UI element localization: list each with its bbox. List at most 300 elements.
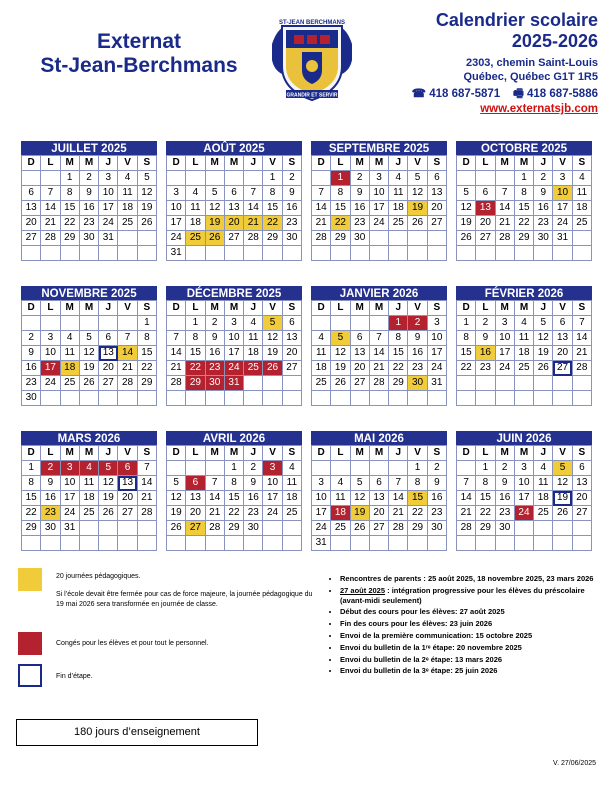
calendar-day: 21 [137, 491, 156, 506]
calendar-empty-cell [476, 376, 495, 391]
calendar-day: 9 [22, 346, 41, 361]
calendar-day: 12 [457, 201, 476, 216]
calendar-day: 27 [572, 506, 591, 521]
calendar-day: 10 [553, 186, 572, 201]
calendar-empty-cell [282, 521, 301, 536]
calendar-day: 1 [408, 461, 427, 476]
calendar-day: 6 [553, 316, 572, 331]
calendar-day: 28 [495, 231, 514, 246]
weekday-label: D [22, 301, 41, 316]
calendar-day: 20 [350, 361, 369, 376]
weekday-label: S [427, 446, 446, 461]
calendar-empty-cell [534, 391, 553, 406]
weekday-label: M [350, 301, 369, 316]
calendar-empty-cell [137, 521, 156, 536]
calendar-day: 27 [369, 521, 388, 536]
fax-number: 418 687-5886 [527, 88, 598, 100]
calendar-day: 22 [476, 506, 495, 521]
calendar-empty-cell [205, 536, 224, 551]
calendar-day: 8 [514, 186, 533, 201]
calendar-empty-cell [427, 536, 446, 551]
weekday-label: J [244, 156, 263, 171]
legend-swatch-fin-etape [18, 664, 42, 687]
calendar-day: 5 [331, 331, 350, 346]
calendar-day: 9 [350, 186, 369, 201]
calendar-day: 26 [534, 361, 553, 376]
calendar-day: 19 [331, 361, 350, 376]
month-title: JUILLET 2025 [21, 141, 157, 155]
calendar-day: 10 [312, 491, 331, 506]
weekday-label: S [137, 156, 156, 171]
note-item: • Envoi du bulletin de la 3ᵉ étape: 25 juin 2026 [340, 666, 610, 676]
calendar-empty-cell [282, 391, 301, 406]
calendar-day: 18 [118, 201, 137, 216]
calendar-day: 24 [553, 216, 572, 231]
calendar-day: 29 [137, 376, 156, 391]
calendar-day: 11 [534, 476, 553, 491]
calendar-empty-cell [457, 246, 476, 261]
calendar-empty-cell [186, 246, 205, 261]
school-name-line2: St-Jean-Berchmans [40, 54, 238, 77]
calendar-day: 30 [534, 231, 553, 246]
calendar-day: 8 [22, 476, 41, 491]
calendar-day: 25 [79, 506, 98, 521]
weekday-label: V [408, 301, 427, 316]
calendar-day: 10 [41, 346, 60, 361]
calendar-day: 25 [312, 376, 331, 391]
calendar-empty-cell [312, 316, 331, 331]
calendar-empty-cell [167, 171, 186, 186]
weekday-label: L [476, 156, 495, 171]
calendar-empty-cell [79, 391, 98, 406]
teaching-days-box: 180 jours d’enseignement [16, 719, 258, 746]
calendar-day: 11 [282, 476, 301, 491]
calendar-day: 10 [369, 186, 388, 201]
weekday-label: M [224, 301, 243, 316]
calendar-day: 29 [389, 376, 408, 391]
weekday-label: M [224, 156, 243, 171]
weekday-label: J [244, 446, 263, 461]
weekday-label: V [118, 156, 137, 171]
calendar-day: 22 [514, 216, 533, 231]
calendar-day: 10 [60, 476, 79, 491]
calendar-day: 19 [99, 491, 118, 506]
month-title: NOVEMBRE 2025 [21, 286, 157, 300]
weekday-label: S [137, 301, 156, 316]
calendar-day: 30 [350, 231, 369, 246]
calendar-day: 22 [331, 216, 350, 231]
calendar-empty-cell [263, 246, 282, 261]
calendar-day: 2 [244, 461, 263, 476]
calendar-day: 14 [457, 491, 476, 506]
calendar-day: 16 [41, 491, 60, 506]
calendar-day: 24 [369, 216, 388, 231]
calendar-day: 24 [263, 506, 282, 521]
calendar-day: 9 [244, 476, 263, 491]
calendar-title-line2: 2025-2026 [511, 31, 598, 51]
month-calendar [456, 286, 592, 406]
weekday-label: M [79, 446, 98, 461]
calendar-empty-cell [99, 521, 118, 536]
calendar-empty-cell [41, 536, 60, 551]
calendar-day: 20 [553, 346, 572, 361]
calendar-day: 21 [495, 216, 514, 231]
calendar-day: 19 [553, 491, 572, 506]
calendar-day: 26 [137, 216, 156, 231]
calendar-day: 29 [476, 521, 495, 536]
calendar-empty-cell [137, 246, 156, 261]
calendar-day: 5 [457, 186, 476, 201]
calendar-day: 1 [22, 461, 41, 476]
month-calendar [311, 286, 447, 406]
calendar-day: 28 [118, 376, 137, 391]
calendar-day: 18 [244, 346, 263, 361]
calendar-day: 6 [99, 331, 118, 346]
calendar-day: 5 [79, 331, 98, 346]
calendar-empty-cell [263, 536, 282, 551]
calendar-empty-cell [244, 376, 263, 391]
calendar-day: 30 [408, 376, 427, 391]
month-calendar [21, 286, 157, 406]
calendar-day: 29 [408, 521, 427, 536]
calendar-day: 17 [167, 216, 186, 231]
calendar-day: 28 [389, 521, 408, 536]
calendar-day: 3 [495, 316, 514, 331]
calendar-day: 30 [244, 521, 263, 536]
calendar-day: 19 [167, 506, 186, 521]
weekday-label: M [350, 446, 369, 461]
weekday-label: S [137, 446, 156, 461]
legend-pedagogique-text: 20 journées pédagogiques. [56, 573, 141, 580]
calendar-empty-cell [495, 171, 514, 186]
calendar-empty-cell [60, 536, 79, 551]
month-calendar [166, 141, 302, 261]
version-label: V. 27/06/2025 [553, 760, 596, 767]
calendar-day: 24 [495, 361, 514, 376]
calendar-empty-cell [244, 171, 263, 186]
website-link[interactable]: www.externatsjb.com [480, 103, 598, 115]
calendar-day: 28 [167, 376, 186, 391]
weekday-label: J [534, 301, 553, 316]
calendar-empty-cell [244, 246, 263, 261]
weekday-label: J [389, 446, 408, 461]
calendar-day: 1 [331, 171, 350, 186]
calendar-empty-cell [514, 376, 533, 391]
calendar-day: 13 [99, 346, 118, 361]
calendar-day: 20 [99, 361, 118, 376]
weekday-label: M [60, 446, 79, 461]
calendar-day: 5 [99, 461, 118, 476]
weekday-label: V [553, 156, 572, 171]
calendar-day: 16 [282, 201, 301, 216]
note-item: • Fin des cours pour les élèves: 23 juin 2026 [340, 619, 610, 629]
calendar-day: 2 [408, 316, 427, 331]
calendar-empty-cell [389, 536, 408, 551]
calendar-day: 3 [553, 171, 572, 186]
calendar-day: 30 [282, 231, 301, 246]
calendar-empty-cell [495, 391, 514, 406]
calendar-day: 16 [22, 361, 41, 376]
weekday-label: D [457, 156, 476, 171]
calendar-day: 8 [224, 476, 243, 491]
calendar-day: 14 [41, 201, 60, 216]
calendar-day: 18 [79, 491, 98, 506]
legend-swatch-conge [18, 632, 42, 655]
calendar-day: 10 [224, 331, 243, 346]
calendar-empty-cell [312, 461, 331, 476]
calendar-day: 2 [495, 461, 514, 476]
calendar-empty-cell [495, 246, 514, 261]
calendar-day: 19 [205, 216, 224, 231]
calendar-day: 4 [282, 461, 301, 476]
calendar-day: 12 [408, 186, 427, 201]
calendar-day: 12 [263, 331, 282, 346]
calendar-empty-cell [534, 521, 553, 536]
calendar-empty-cell [224, 536, 243, 551]
calendar-day: 26 [350, 521, 369, 536]
calendar-day: 7 [137, 461, 156, 476]
calendar-empty-cell [350, 536, 369, 551]
weekday-label: L [41, 156, 60, 171]
calendar-day: 3 [514, 461, 533, 476]
calendar-day: 3 [60, 461, 79, 476]
calendar-day: 20 [118, 491, 137, 506]
calendar-day: 27 [553, 361, 572, 376]
weekday-label: M [369, 446, 388, 461]
calendar-day: 11 [118, 186, 137, 201]
weekday-label: L [186, 156, 205, 171]
calendar-empty-cell [186, 461, 205, 476]
calendar-day: 23 [350, 216, 369, 231]
calendar-day: 18 [312, 361, 331, 376]
calendar-day: 15 [186, 346, 205, 361]
calendar-empty-cell [41, 246, 60, 261]
calendar-day: 4 [118, 171, 137, 186]
calendar-empty-cell [118, 246, 137, 261]
weekday-label: M [224, 446, 243, 461]
calendar-empty-cell [137, 391, 156, 406]
calendar-day: 12 [167, 491, 186, 506]
calendar-day: 18 [534, 491, 553, 506]
calendar-empty-cell [137, 231, 156, 246]
calendar-day: 6 [282, 316, 301, 331]
calendar-empty-cell [457, 536, 476, 551]
weekday-label: M [60, 301, 79, 316]
calendar-day: 16 [427, 491, 446, 506]
note-item: • Envoi du bulletin de la 1ʳᵉ étape: 20 novembre 2025 [340, 643, 610, 653]
month-calendar [21, 431, 157, 551]
calendar-day: 13 [350, 346, 369, 361]
calendar-day: 30 [495, 521, 514, 536]
calendar-empty-cell [205, 461, 224, 476]
weekday-label: L [41, 446, 60, 461]
calendar-day: 16 [408, 346, 427, 361]
calendar-day: 21 [41, 216, 60, 231]
note-item: • Début des cours pour les élèves: 27 août 2025 [340, 607, 610, 617]
calendar-empty-cell [331, 246, 350, 261]
calendar-day: 17 [41, 361, 60, 376]
weekday-label: V [408, 446, 427, 461]
calendar-day: 14 [118, 346, 137, 361]
calendar-day: 13 [369, 491, 388, 506]
calendar-day: 25 [186, 231, 205, 246]
calendar-day: 11 [331, 491, 350, 506]
calendar-empty-cell [22, 171, 41, 186]
month-title: OCTOBRE 2025 [456, 141, 592, 155]
calendar-empty-cell [312, 391, 331, 406]
calendar-day: 6 [224, 186, 243, 201]
calendar-empty-cell [553, 536, 572, 551]
calendar-empty-cell [457, 391, 476, 406]
calendar-day: 10 [495, 331, 514, 346]
calendar-empty-cell [22, 316, 41, 331]
calendar-day: 25 [282, 506, 301, 521]
calendar-day: 16 [79, 201, 98, 216]
calendar-day: 20 [224, 216, 243, 231]
calendar-day: 23 [22, 376, 41, 391]
weekday-label: S [282, 301, 301, 316]
calendar-day: 13 [118, 476, 137, 491]
calendar-day: 10 [263, 476, 282, 491]
calendar-empty-cell [553, 246, 572, 261]
calendar-day: 15 [137, 346, 156, 361]
calendar-day: 7 [41, 186, 60, 201]
calendar-day: 16 [244, 491, 263, 506]
weekday-label: J [99, 446, 118, 461]
calendar-day: 9 [534, 186, 553, 201]
weekday-label: D [457, 446, 476, 461]
weekday-label: S [427, 156, 446, 171]
calendar-day: 12 [79, 346, 98, 361]
calendar-empty-cell [79, 536, 98, 551]
month-title: DÉCEMBRE 2025 [166, 286, 302, 300]
calendar-day: 31 [99, 231, 118, 246]
weekday-label: D [167, 301, 186, 316]
calendar-day: 9 [205, 331, 224, 346]
calendar-day: 11 [312, 346, 331, 361]
calendar-day: 7 [118, 331, 137, 346]
calendar-day: 26 [99, 506, 118, 521]
calendar-empty-cell [99, 536, 118, 551]
calendar-empty-cell [118, 316, 137, 331]
weekday-label: J [534, 446, 553, 461]
calendar-day: 5 [167, 476, 186, 491]
calendar-empty-cell [389, 246, 408, 261]
weekday-label: S [572, 446, 591, 461]
calendar-day: 31 [224, 376, 243, 391]
note-text: : intégration progressive pour les élèves du préscolaire (avant-midi seulement) [340, 585, 585, 605]
calendar-day: 23 [41, 506, 60, 521]
calendar-day: 4 [534, 461, 553, 476]
calendar-day: 29 [514, 231, 533, 246]
calendar-day: 26 [263, 361, 282, 376]
calendar-empty-cell [331, 536, 350, 551]
calendar-day: 4 [244, 316, 263, 331]
weekday-label: M [514, 156, 533, 171]
month-calendar [166, 286, 302, 406]
calendar-day: 24 [41, 376, 60, 391]
calendar-empty-cell [167, 391, 186, 406]
calendar-empty-cell [22, 536, 41, 551]
calendar-empty-cell [167, 461, 186, 476]
note-item [340, 586, 610, 606]
calendar-day: 8 [408, 476, 427, 491]
phone-number: 418 687-5871 [429, 88, 501, 100]
calendar-day: 21 [118, 361, 137, 376]
calendar-day: 10 [167, 201, 186, 216]
weekday-label: L [331, 301, 350, 316]
calendar-day: 4 [572, 171, 591, 186]
calendar-empty-cell [282, 536, 301, 551]
calendar-day: 1 [137, 316, 156, 331]
calendar-day: 21 [312, 216, 331, 231]
weekday-label: J [99, 301, 118, 316]
calendar-empty-cell [389, 231, 408, 246]
calendar-day: 4 [60, 331, 79, 346]
calendar-day: 12 [534, 331, 553, 346]
calendar-day: 23 [534, 216, 553, 231]
calendar-day: 2 [79, 171, 98, 186]
calendar-day: 29 [22, 521, 41, 536]
calendar-day: 23 [476, 361, 495, 376]
calendar-empty-cell [79, 316, 98, 331]
calendar-day: 30 [79, 231, 98, 246]
calendar-day: 26 [408, 216, 427, 231]
calendar-empty-cell [118, 231, 137, 246]
calendar-empty-cell [572, 521, 591, 536]
calendar-day: 18 [331, 506, 350, 521]
calendar-day: 27 [282, 361, 301, 376]
calendar-day: 23 [282, 216, 301, 231]
calendar-day: 31 [553, 231, 572, 246]
calendar-day: 8 [186, 331, 205, 346]
calendar-day: 8 [137, 331, 156, 346]
calendar-day: 8 [263, 186, 282, 201]
calendar-day: 9 [427, 476, 446, 491]
calendar-day: 24 [427, 361, 446, 376]
weekday-label: J [534, 156, 553, 171]
calendar-day: 20 [282, 346, 301, 361]
legend-fin-etape-text: Fin d’étape. [56, 673, 93, 680]
calendar-day: 20 [427, 201, 446, 216]
calendar-empty-cell [457, 171, 476, 186]
calendar-day: 20 [572, 491, 591, 506]
weekday-label: S [427, 301, 446, 316]
calendar-empty-cell [427, 231, 446, 246]
calendar-day: 17 [60, 491, 79, 506]
weekday-label: S [282, 156, 301, 171]
calendar-day: 4 [186, 186, 205, 201]
weekday-label: L [476, 301, 495, 316]
calendar-day: 20 [476, 216, 495, 231]
weekday-label: M [205, 446, 224, 461]
calendar-empty-cell [331, 461, 350, 476]
calendar-day: 18 [389, 201, 408, 216]
calendar-day: 28 [205, 521, 224, 536]
weekday-label: V [263, 446, 282, 461]
calendar-day: 17 [369, 201, 388, 216]
weekday-label: V [263, 156, 282, 171]
calendar-empty-cell [312, 171, 331, 186]
calendar-day: 3 [312, 476, 331, 491]
calendar-empty-cell [99, 391, 118, 406]
legend-swatch-pedagogique [18, 568, 42, 591]
calendar-day: 22 [389, 361, 408, 376]
calendar-day: 24 [224, 361, 243, 376]
address-line2: Québec, Québec G1T 1R5 [463, 71, 598, 83]
calendar-day: 15 [476, 491, 495, 506]
legend-conge-text: Congés pour les élèves et pour tout le personnel. [56, 640, 209, 647]
